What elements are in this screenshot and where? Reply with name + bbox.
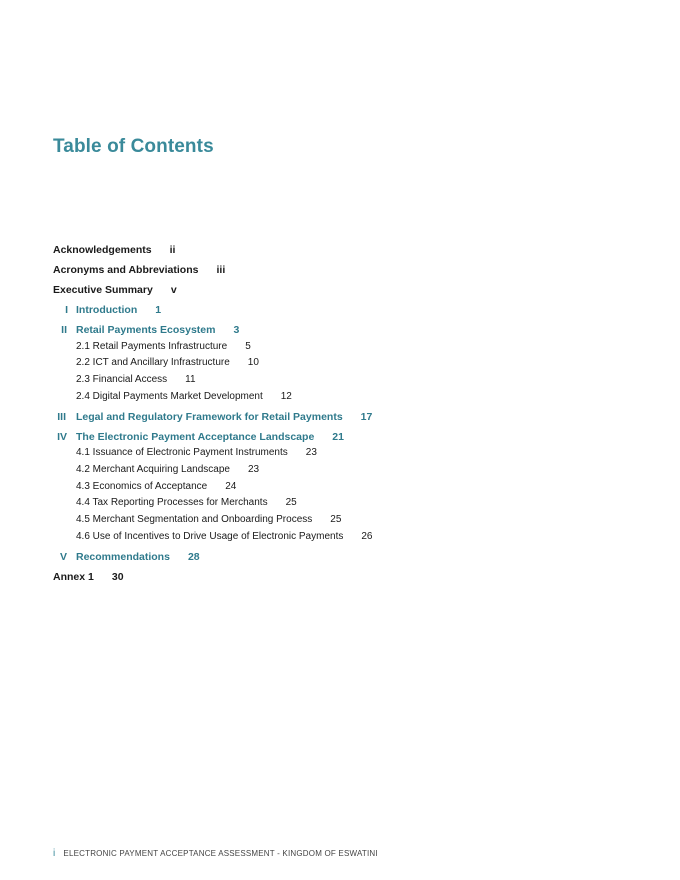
toc-subentry-2-2[interactable]	[76, 356, 259, 370]
toc-entry-page: 11	[185, 374, 196, 385]
toc-entry-page: 21	[332, 431, 344, 443]
toc-entry-label: 2.4 Digital Payments Market Development	[76, 391, 263, 402]
footer-text: ELECTRONIC PAYMENT ACCEPTANCE ASSESSMENT - KINGDOM OF ESWATINI	[63, 849, 378, 858]
toc-subentry-4-3[interactable]	[76, 480, 236, 494]
toc-subentry-2-3[interactable]	[76, 373, 196, 387]
toc-subentry-2-4[interactable]	[76, 390, 292, 404]
toc-subentry-4-5[interactable]	[76, 513, 341, 527]
toc-entry-label: Retail Payments Ecosystem	[76, 324, 216, 336]
toc-entry-label: 4.6 Use of Incentives to Drive Usage of Electronic Payments	[76, 531, 344, 542]
toc-section-number: III	[57, 411, 66, 423]
toc-entry-page: 25	[330, 514, 342, 525]
toc-entry-page: 1	[155, 304, 162, 316]
toc-entry-label: Annex 1	[53, 571, 94, 583]
toc-entry-label: 2.3 Financial Access	[76, 374, 168, 385]
toc-entry-page: v	[170, 284, 177, 296]
toc-entry-label: Legal and Regulatory Framework for Retail Payments	[76, 411, 343, 423]
toc-section-number: IV	[57, 431, 67, 443]
toc-entry-label: 2.1 Retail Payments Infrastructure	[76, 341, 228, 352]
footer-page-number: i	[53, 848, 56, 859]
toc-entry-executive-summary[interactable]	[53, 283, 177, 297]
toc-section-number: II	[61, 324, 67, 336]
toc-entry-label: Executive Summary	[53, 284, 153, 296]
toc-entry-label: 4.3 Economics of Acceptance	[76, 481, 208, 492]
toc-entry-label: The Electronic Payment Acceptance Landscape	[76, 431, 315, 443]
toc-entry-page: iii	[216, 264, 226, 276]
toc-subentry-4-6[interactable]	[76, 530, 372, 544]
toc-section-number: I	[65, 304, 68, 316]
toc-entry-label: Introduction	[76, 304, 138, 316]
toc-entry-page: 26	[361, 531, 373, 542]
toc-entry-label: 4.5 Merchant Segmentation and Onboarding Process	[76, 514, 313, 525]
page-footer	[53, 848, 378, 859]
toc-entry-page: 24	[225, 481, 237, 492]
toc-entry-page: 17	[360, 411, 373, 423]
toc-entry-page: ii	[169, 244, 176, 256]
toc-subentry-4-4[interactable]	[76, 496, 297, 510]
toc-entry-label: Acknowledgements	[53, 244, 152, 256]
toc-entry-page: 28	[187, 551, 200, 563]
toc-entry-page: 30	[111, 571, 124, 583]
toc-entry-label: Recommendations	[76, 551, 170, 563]
toc-entry-acknowledgements[interactable]	[53, 243, 175, 257]
toc-entry-page: 23	[305, 447, 317, 458]
toc-subentry-2-1[interactable]	[76, 340, 251, 354]
page-title: Table of Contents	[53, 136, 214, 157]
toc-entry-page: 25	[285, 497, 297, 508]
toc-entry-label: 2.2 ICT and Ancillary Infrastructure	[76, 357, 230, 368]
toc-entry-label: 4.4 Tax Reporting Processes for Merchants	[76, 497, 268, 508]
toc-entry-label: 4.2 Merchant Acquiring Landscape	[76, 464, 230, 475]
toc-entry-page: 23	[248, 464, 260, 475]
toc-section-number: V	[59, 551, 67, 563]
toc-entry-acronyms[interactable]	[53, 263, 225, 277]
toc-subentry-4-1[interactable]	[76, 446, 317, 460]
toc-entry-page: 12	[280, 391, 292, 402]
toc-entry-page: 3	[233, 324, 240, 336]
toc-entry-label: 4.1 Issuance of Electronic Payment Instruments	[76, 447, 288, 458]
toc-subentry-4-2[interactable]	[76, 463, 259, 477]
toc-entry-page: 10	[247, 357, 259, 368]
toc-entry-page: 5	[245, 341, 251, 352]
toc-entry-label: Acronyms and Abbreviations	[53, 264, 199, 276]
toc-entry-annex[interactable]	[53, 570, 124, 584]
